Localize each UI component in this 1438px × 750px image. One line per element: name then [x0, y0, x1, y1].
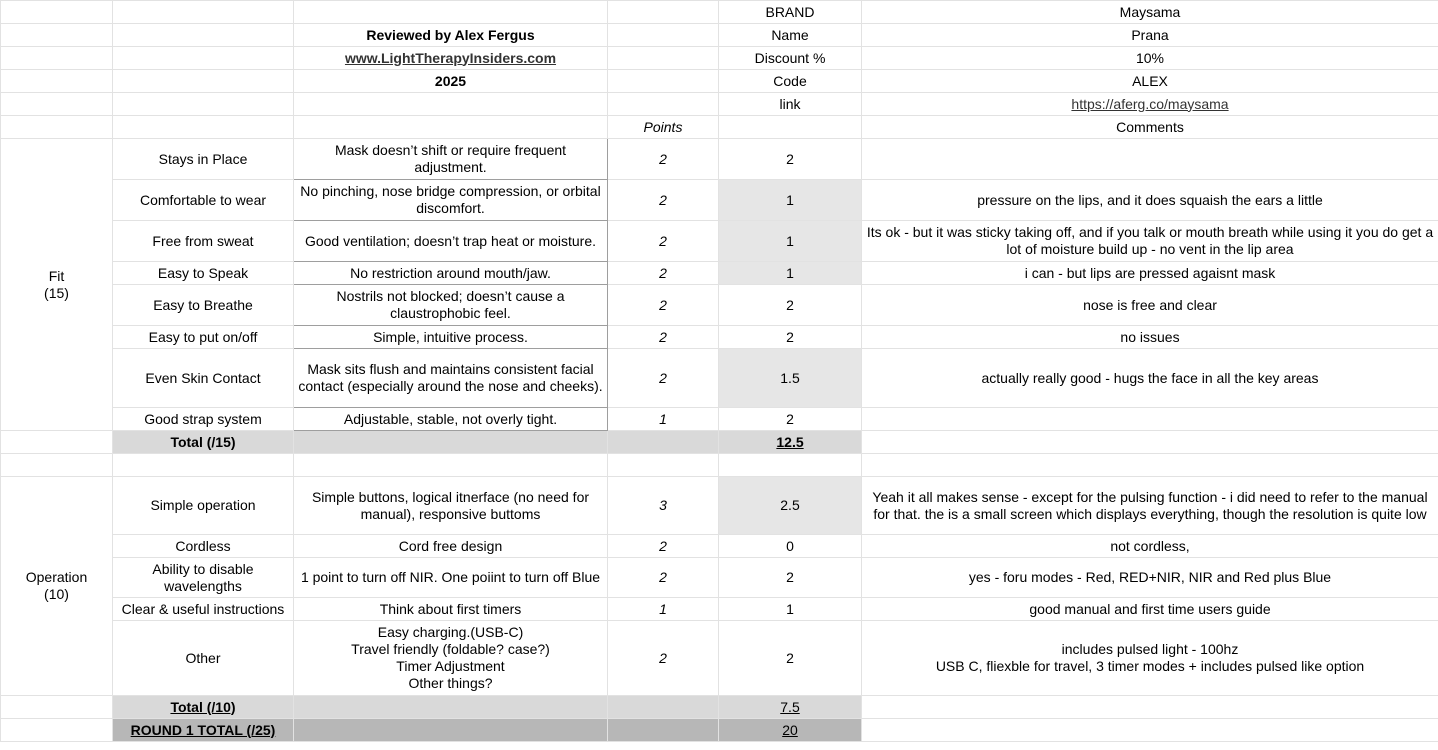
- cell[interactable]: [1, 1, 113, 24]
- operation-category[interactable]: Operation (10): [1, 477, 113, 696]
- criterion-points[interactable]: 2: [608, 349, 719, 408]
- criteria-row: [1, 558, 1438, 598]
- cell[interactable]: [608, 454, 719, 477]
- affiliate-link[interactable]: https://aferg.co/maysama: [862, 93, 1438, 116]
- criteria-row: [1, 139, 1438, 180]
- criterion-description[interactable]: Adjustable, stable, not overly tight.: [294, 408, 608, 431]
- criterion-description[interactable]: Simple buttons, logical itnerface (no need for manual), responsive buttoms: [294, 477, 608, 535]
- criterion-points[interactable]: 2: [608, 180, 719, 221]
- cell[interactable]: [608, 431, 719, 454]
- criterion-score[interactable]: 2: [719, 558, 862, 598]
- criterion-score[interactable]: 2: [719, 139, 862, 180]
- criterion-points[interactable]: 2: [608, 558, 719, 598]
- criterion-name[interactable]: Comfortable to wear: [113, 180, 294, 221]
- name-value[interactable]: Prana: [862, 24, 1438, 47]
- reviewer-credit[interactable]: Reviewed by Alex Fergus: [294, 24, 608, 47]
- criterion-points[interactable]: 2: [608, 326, 719, 349]
- criteria-row: [1, 621, 1438, 696]
- cell[interactable]: [113, 93, 294, 116]
- fit-total-label[interactable]: Total (/15): [113, 431, 294, 454]
- criterion-name[interactable]: Easy to Breathe: [113, 285, 294, 326]
- fit-total-value[interactable]: 12.5: [719, 431, 862, 454]
- fit-category[interactable]: Fit (15): [1, 139, 113, 431]
- cell[interactable]: [862, 454, 1438, 477]
- sheet-row: [1, 70, 1438, 93]
- cell[interactable]: [862, 696, 1438, 719]
- criteria-row: [1, 326, 1438, 349]
- criterion-description[interactable]: Think about first timers: [294, 598, 608, 621]
- cell[interactable]: [1, 47, 113, 70]
- criterion-comment[interactable]: [862, 408, 1438, 431]
- criterion-name[interactable]: Other: [113, 621, 294, 696]
- criterion-points[interactable]: 2: [608, 262, 719, 285]
- cell[interactable]: [1, 93, 113, 116]
- criterion-score[interactable]: 0: [719, 535, 862, 558]
- cell[interactable]: [113, 24, 294, 47]
- cell[interactable]: [294, 431, 608, 454]
- cell[interactable]: [608, 1, 719, 24]
- operation-total-label[interactable]: Total (/10): [113, 696, 294, 719]
- criterion-comment[interactable]: Its ok - but it was sticky taking off, and if you talk or mouth breath while using it you do get a lot of moisture build up - no vent in the lip area: [862, 221, 1438, 262]
- criterion-description[interactable]: No restriction around mouth/jaw.: [294, 262, 608, 285]
- criterion-score[interactable]: 2: [719, 326, 862, 349]
- cell[interactable]: [113, 116, 294, 139]
- cell[interactable]: [719, 454, 862, 477]
- website-link[interactable]: www.LightTherapyInsiders.com: [294, 47, 608, 70]
- brand-label[interactable]: BRAND: [719, 1, 862, 24]
- cell[interactable]: [1, 696, 113, 719]
- discount-value[interactable]: 10%: [862, 47, 1438, 70]
- cell[interactable]: [294, 116, 608, 139]
- criterion-score[interactable]: 1: [719, 221, 862, 262]
- criterion-comment[interactable]: no issues: [862, 326, 1438, 349]
- cell[interactable]: [294, 719, 608, 742]
- criteria-row: [1, 221, 1438, 262]
- round-total-label[interactable]: ROUND 1 TOTAL (/25): [113, 719, 294, 742]
- criterion-name[interactable]: Clear & useful instructions: [113, 598, 294, 621]
- cell[interactable]: [113, 454, 294, 477]
- criterion-name[interactable]: Good strap system: [113, 408, 294, 431]
- cell[interactable]: [608, 24, 719, 47]
- criterion-description[interactable]: No pinching, nose bridge compression, or orbital discomfort.: [294, 180, 608, 221]
- criterion-description[interactable]: Nostrils not blocked; doesn’t cause a claustrophobic feel.: [294, 285, 608, 326]
- criterion-name[interactable]: Cordless: [113, 535, 294, 558]
- cell[interactable]: [608, 719, 719, 742]
- criterion-points[interactable]: 2: [608, 139, 719, 180]
- cell[interactable]: [608, 696, 719, 719]
- cell[interactable]: [113, 70, 294, 93]
- cell[interactable]: [1, 24, 113, 47]
- cell[interactable]: [294, 454, 608, 477]
- criterion-score[interactable]: 1: [719, 180, 862, 221]
- criterion-points[interactable]: 1: [608, 598, 719, 621]
- criterion-points[interactable]: 2: [608, 621, 719, 696]
- criterion-points[interactable]: 2: [608, 535, 719, 558]
- cell[interactable]: [1, 70, 113, 93]
- criterion-points[interactable]: 2: [608, 221, 719, 262]
- criterion-points[interactable]: 2: [608, 285, 719, 326]
- link-label[interactable]: link: [719, 93, 862, 116]
- total-row: [1, 431, 1438, 454]
- cell[interactable]: [862, 431, 1438, 454]
- criterion-description[interactable]: 1 point to turn off NIR. One poiint to turn off Blue: [294, 558, 608, 598]
- criteria-row: [1, 477, 1438, 535]
- points-header[interactable]: Points: [608, 116, 719, 139]
- cell[interactable]: [1, 719, 113, 742]
- criterion-comment[interactable]: nose is free and clear: [862, 285, 1438, 326]
- criterion-name[interactable]: Simple operation: [113, 477, 294, 535]
- criterion-comment[interactable]: Yeah it all makes sense - except for the pulsing function - i did need to refer to the manual for that. the is a small screen which displays everything, though the resolution is quite low: [862, 477, 1438, 535]
- criterion-comment[interactable]: not cordless,: [862, 535, 1438, 558]
- criterion-description[interactable]: Cord free design: [294, 535, 608, 558]
- sheet-row: [1, 116, 1438, 139]
- criterion-score[interactable]: 1.5: [719, 349, 862, 408]
- cell[interactable]: [608, 93, 719, 116]
- criterion-comment[interactable]: [862, 139, 1438, 180]
- criterion-description[interactable]: Mask doesn’t shift or require frequent adjustment.: [294, 139, 608, 180]
- criterion-name[interactable]: Easy to Speak: [113, 262, 294, 285]
- criterion-comment[interactable]: yes - foru modes - Red, RED+NIR, NIR and Red plus Blue: [862, 558, 1438, 598]
- cell[interactable]: [294, 696, 608, 719]
- spacer-row: [1, 454, 1438, 477]
- criteria-row: [1, 598, 1438, 621]
- criteria-row: [1, 535, 1438, 558]
- cell[interactable]: [294, 1, 608, 24]
- cell[interactable]: [862, 719, 1438, 742]
- criterion-name[interactable]: Free from sweat: [113, 221, 294, 262]
- cell[interactable]: [1, 454, 113, 477]
- criterion-score[interactable]: 1: [719, 262, 862, 285]
- cell[interactable]: [1, 116, 113, 139]
- cell[interactable]: [608, 70, 719, 93]
- criterion-description[interactable]: Mask sits flush and maintains consistent facial contact (especially around the nose and cheeks).: [294, 349, 608, 408]
- criterion-points[interactable]: 3: [608, 477, 719, 535]
- round-total-row: [1, 719, 1438, 742]
- criteria-row: [1, 349, 1438, 408]
- criteria-row: [1, 408, 1438, 431]
- criteria-row: [1, 285, 1438, 326]
- round-total-value[interactable]: 20: [719, 719, 862, 742]
- cell[interactable]: [719, 116, 862, 139]
- criterion-description[interactable]: Easy charging.(USB-C) Travel friendly (foldable? case?) Timer Adjustment Other things?: [294, 621, 608, 696]
- cell[interactable]: [113, 1, 294, 24]
- brand-value[interactable]: Maysama: [862, 1, 1438, 24]
- review-year[interactable]: 2025: [294, 70, 608, 93]
- sheet-row: [1, 1, 1438, 24]
- name-label[interactable]: Name: [719, 24, 862, 47]
- code-value[interactable]: ALEX: [862, 70, 1438, 93]
- criterion-score[interactable]: 2: [719, 408, 862, 431]
- code-label[interactable]: Code: [719, 70, 862, 93]
- sheet-row: [1, 47, 1438, 70]
- criterion-description[interactable]: Simple, intuitive process.: [294, 326, 608, 349]
- operation-total-value[interactable]: 7.5: [719, 696, 862, 719]
- criterion-comment[interactable]: actually really good - hugs the face in all the key areas: [862, 349, 1438, 408]
- criterion-score[interactable]: 1: [719, 598, 862, 621]
- criteria-row: [1, 180, 1438, 221]
- cell[interactable]: [608, 47, 719, 70]
- criterion-comment[interactable]: pressure on the lips, and it does squaish the ears a little: [862, 180, 1438, 221]
- criterion-name[interactable]: Even Skin Contact: [113, 349, 294, 408]
- criterion-name[interactable]: Ability to disable wavelengths: [113, 558, 294, 598]
- criterion-score[interactable]: 2: [719, 621, 862, 696]
- sheet-row: [1, 24, 1438, 47]
- criterion-name[interactable]: Easy to put on/off: [113, 326, 294, 349]
- sheet-row: [1, 93, 1438, 116]
- criterion-score[interactable]: 2.5: [719, 477, 862, 535]
- criterion-points[interactable]: 1: [608, 408, 719, 431]
- criterion-score[interactable]: 2: [719, 285, 862, 326]
- cell[interactable]: [1, 431, 113, 454]
- criterion-description[interactable]: Good ventilation; doesn’t trap heat or moisture.: [294, 221, 608, 262]
- total-row: [1, 696, 1438, 719]
- criterion-comment[interactable]: good manual and first time users guide: [862, 598, 1438, 621]
- criterion-name[interactable]: Stays in Place: [113, 139, 294, 180]
- criterion-comment[interactable]: includes pulsed light - 100hz USB C, fliexble for travel, 3 timer modes + includes pulsed like option: [862, 621, 1438, 696]
- criteria-row: [1, 262, 1438, 285]
- cell[interactable]: [113, 47, 294, 70]
- discount-label[interactable]: Discount %: [719, 47, 862, 70]
- cell[interactable]: [294, 93, 608, 116]
- criterion-comment[interactable]: i can - but lips are pressed agaisnt mask: [862, 262, 1438, 285]
- comments-header[interactable]: Comments: [862, 116, 1438, 139]
